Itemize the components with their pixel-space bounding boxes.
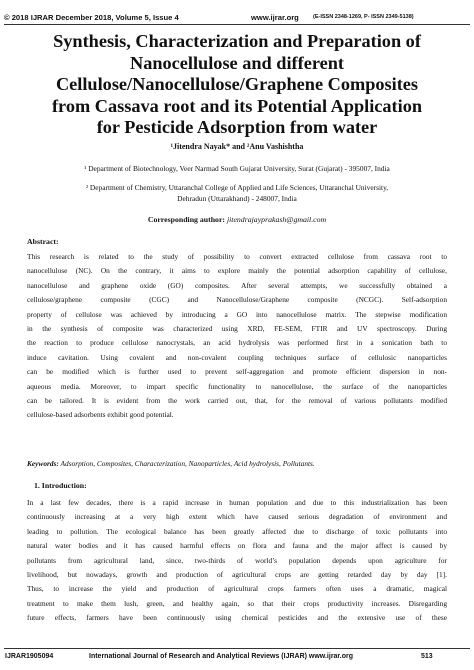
abstract-line: nanocellulose and graphene oxide (GO) composites. After several attempts, we successfully obtained a (27, 280, 447, 290)
abstract-line: nanocellulose (NC). On the contrary, it aims to explore mainly the potential adsorption capability of cellulose, (27, 266, 447, 276)
keywords (27, 459, 315, 468)
abstract-heading: Abstract: (27, 237, 59, 246)
keywords-label: Keywords: (27, 459, 59, 468)
corresponding-label: Corresponding author: (147, 215, 225, 224)
title-line: from Cassava root and its Potential Application (51, 95, 423, 116)
title-line: for Pesticide Adsorption from water (96, 117, 378, 138)
abstract-line: This research is related to the study of possibility to convert extracted cellulose from cassava root to (27, 252, 447, 261)
page-footer (0, 648, 474, 670)
abstract-line: property of cellulose was achieved by introducing a GO into nanocellulose matrix. The stepwise modification (27, 309, 447, 319)
introduction-line: continuously increasing at a very high extent which have caused serious degradation of environment and (27, 512, 447, 522)
author-list: ¹Jitendra Nayak* and ²Anu Vashishtha (170, 142, 304, 151)
introduction-line: Thus, to increase the yield and production of agricultural crops farmers often uses a dramatic, magical (27, 584, 447, 594)
introduction-line: pollutants from agricultural land, since, two-thirds of world’s population depends upon agriculture for (27, 555, 447, 565)
introduction-line: future effects, farmers have been continuously using chemical pesticides and the extensive use of these (27, 613, 447, 623)
abstract-line: can be modified which is further used to prevent self-aggregation and promote efficient dispersion in non- (27, 367, 447, 377)
introduction-line: natural water bodies and it has caused harmful effects on flora and fauna and the major affect is caused by (27, 541, 447, 551)
header-issn: (E-ISSN 2348-1269, P- ISSN 2349-5138) (313, 14, 414, 20)
corresponding-email[interactable]: jitendrajayprakash@gmail.com (226, 215, 327, 224)
affiliation-line: ¹ Department of Biotechnology, Veer Narmad South Gujarat University, Surat (Gujarat) - 395007, India (84, 164, 390, 173)
introduction-line: treatment to make them lush, green, and healthy again, so that their crops productivity increases. Disregarding (27, 598, 447, 608)
introduction-line: leading to pollution. The ecological balance has been greatly affected due to discharge of toxic pollutants into (27, 526, 447, 536)
affiliation-2 (20, 182, 454, 204)
introduction-body (27, 496, 447, 626)
keywords-text: Adsorption, Composites, Characterization, Nanoparticles, Acid hydrolysis, Pollutants. (60, 459, 315, 468)
abstract-line: the reaction to produce cellulose nanocrystals, an acid hydrolysis was performed first in a sonication bath to (27, 338, 447, 348)
footer-journal: International Journal of Research and Analytical Reviews (IJRAR) www.ijrar.org (89, 653, 353, 660)
affiliation-1 (20, 163, 454, 174)
abstract-line: cellulose-based adsorbents exhibit good potential. (27, 410, 174, 420)
affiliation-line: ² Department of Chemistry, Uttaranchal College of Applied and Life Sciences, Uttaranchal University, (85, 183, 389, 192)
header-rule (4, 24, 470, 25)
corresponding-author (0, 215, 474, 224)
page-header (0, 0, 474, 24)
abstract-line: can be tailored. It is evident from the work carried out, that, for the removal of various pollutants modified (27, 395, 447, 405)
paper-title (10, 31, 464, 139)
footer-paper-id: IJRAR1905094 (5, 653, 54, 660)
header-site-link[interactable]: www.ijrar.org (251, 13, 299, 22)
abstract-line: cellulose/graphene composite (CGC) and Nanocellulose/Graphene composite (NCGC). Self-adsorption (27, 295, 447, 305)
affiliation-line: Dehradun (Uttarakhand) - 248007, India (177, 194, 297, 203)
abstract-line: induce cavitation. Using covalent and non-covalent coupling techniques surface of cellulosic nanoparticles (27, 352, 447, 362)
abstract-body (27, 250, 447, 423)
abstract-line: in the synthesis of composite was characterized using XRD, FE-SEM, FTIR and UV spectroscopy. During (27, 323, 447, 333)
title-line: Synthesis, Characterization and Preparation of (53, 31, 421, 51)
title-line: Nanocellulose and different (130, 52, 344, 73)
introduction-heading: 1. Introduction: (34, 481, 87, 490)
header-issue: © 2018 IJRAR December 2018, Volume 5, Issue 4 (4, 13, 179, 22)
title-line: Cellulose/Nanocellulose/Graphene Composites (55, 74, 419, 95)
footer-page-number: 513 (421, 653, 433, 660)
footer-rule (4, 648, 470, 649)
abstract-line: aqueous media. Moreover, to impart specific functionality to nanocellulose, the surface of the nanoparticles (27, 381, 447, 391)
introduction-line: livelihood, but nowadays, growth and production of agricultural crops are getting retarded day by day [1]. (27, 569, 447, 579)
introduction-line: In a last few decades, there is a rapid increase in human population and due to this industrialization has been (27, 498, 447, 507)
